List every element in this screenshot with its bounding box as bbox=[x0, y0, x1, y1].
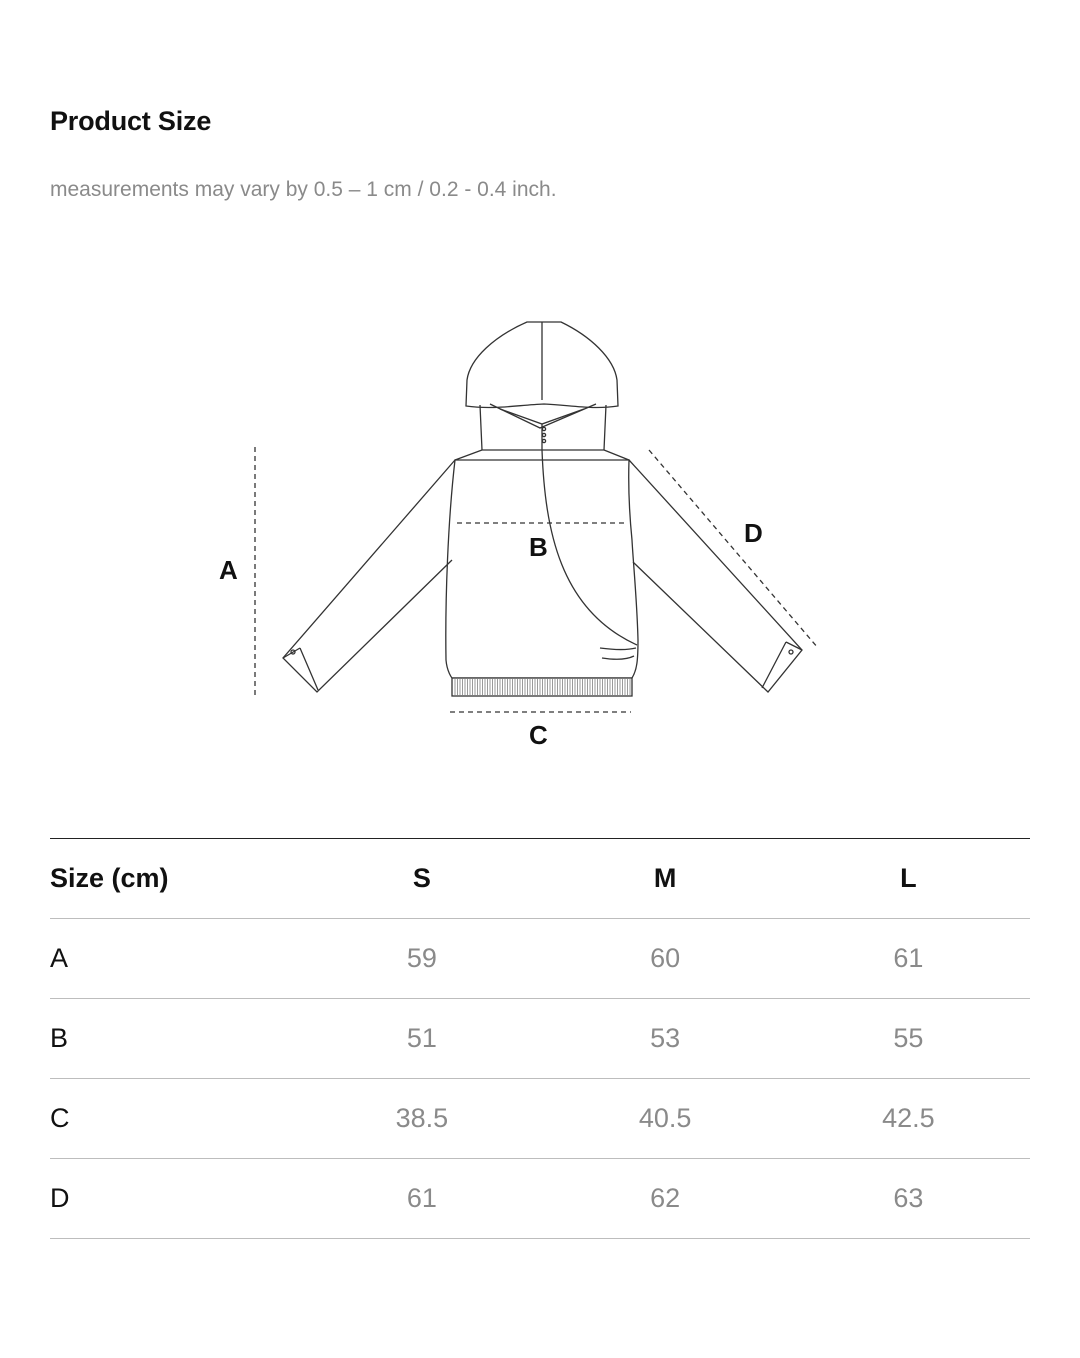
row-label: A bbox=[50, 919, 300, 999]
table-row bbox=[50, 1079, 1030, 1159]
cell-value: 61 bbox=[787, 919, 1030, 999]
cell-value: 38.5 bbox=[300, 1079, 543, 1159]
cell-value: 42.5 bbox=[787, 1079, 1030, 1159]
row-label: B bbox=[50, 999, 300, 1079]
table-row bbox=[50, 1159, 1030, 1239]
table-row bbox=[50, 919, 1030, 999]
cell-value: 53 bbox=[543, 999, 786, 1079]
header-label: Size (cm) bbox=[50, 839, 300, 919]
header-size-m: M bbox=[543, 839, 786, 919]
table-row bbox=[50, 999, 1030, 1079]
label-a: A bbox=[219, 555, 238, 585]
label-b: B bbox=[529, 532, 548, 562]
cell-value: 55 bbox=[787, 999, 1030, 1079]
size-table bbox=[50, 838, 1030, 1239]
cell-value: 63 bbox=[787, 1159, 1030, 1239]
cell-value: 60 bbox=[543, 919, 786, 999]
measurement-note: measurements may vary by 0.5 – 1 cm / 0.2 - 0.4 inch. bbox=[50, 178, 557, 201]
table-header-row bbox=[50, 839, 1030, 919]
hoodie-diagram bbox=[0, 300, 1080, 760]
page-title: Product Size bbox=[50, 106, 212, 136]
hoodie-outline bbox=[283, 322, 802, 696]
cell-value: 51 bbox=[300, 999, 543, 1079]
measure-line-d bbox=[649, 450, 818, 648]
row-label: D bbox=[50, 1159, 300, 1239]
header-size-l: L bbox=[787, 839, 1030, 919]
cell-value: 61 bbox=[300, 1159, 543, 1239]
label-d: D bbox=[744, 518, 763, 548]
cell-value: 59 bbox=[300, 919, 543, 999]
cell-value: 40.5 bbox=[543, 1079, 786, 1159]
row-label: C bbox=[50, 1079, 300, 1159]
cell-value: 62 bbox=[543, 1159, 786, 1239]
label-c: C bbox=[529, 720, 548, 750]
header-size-s: S bbox=[300, 839, 543, 919]
